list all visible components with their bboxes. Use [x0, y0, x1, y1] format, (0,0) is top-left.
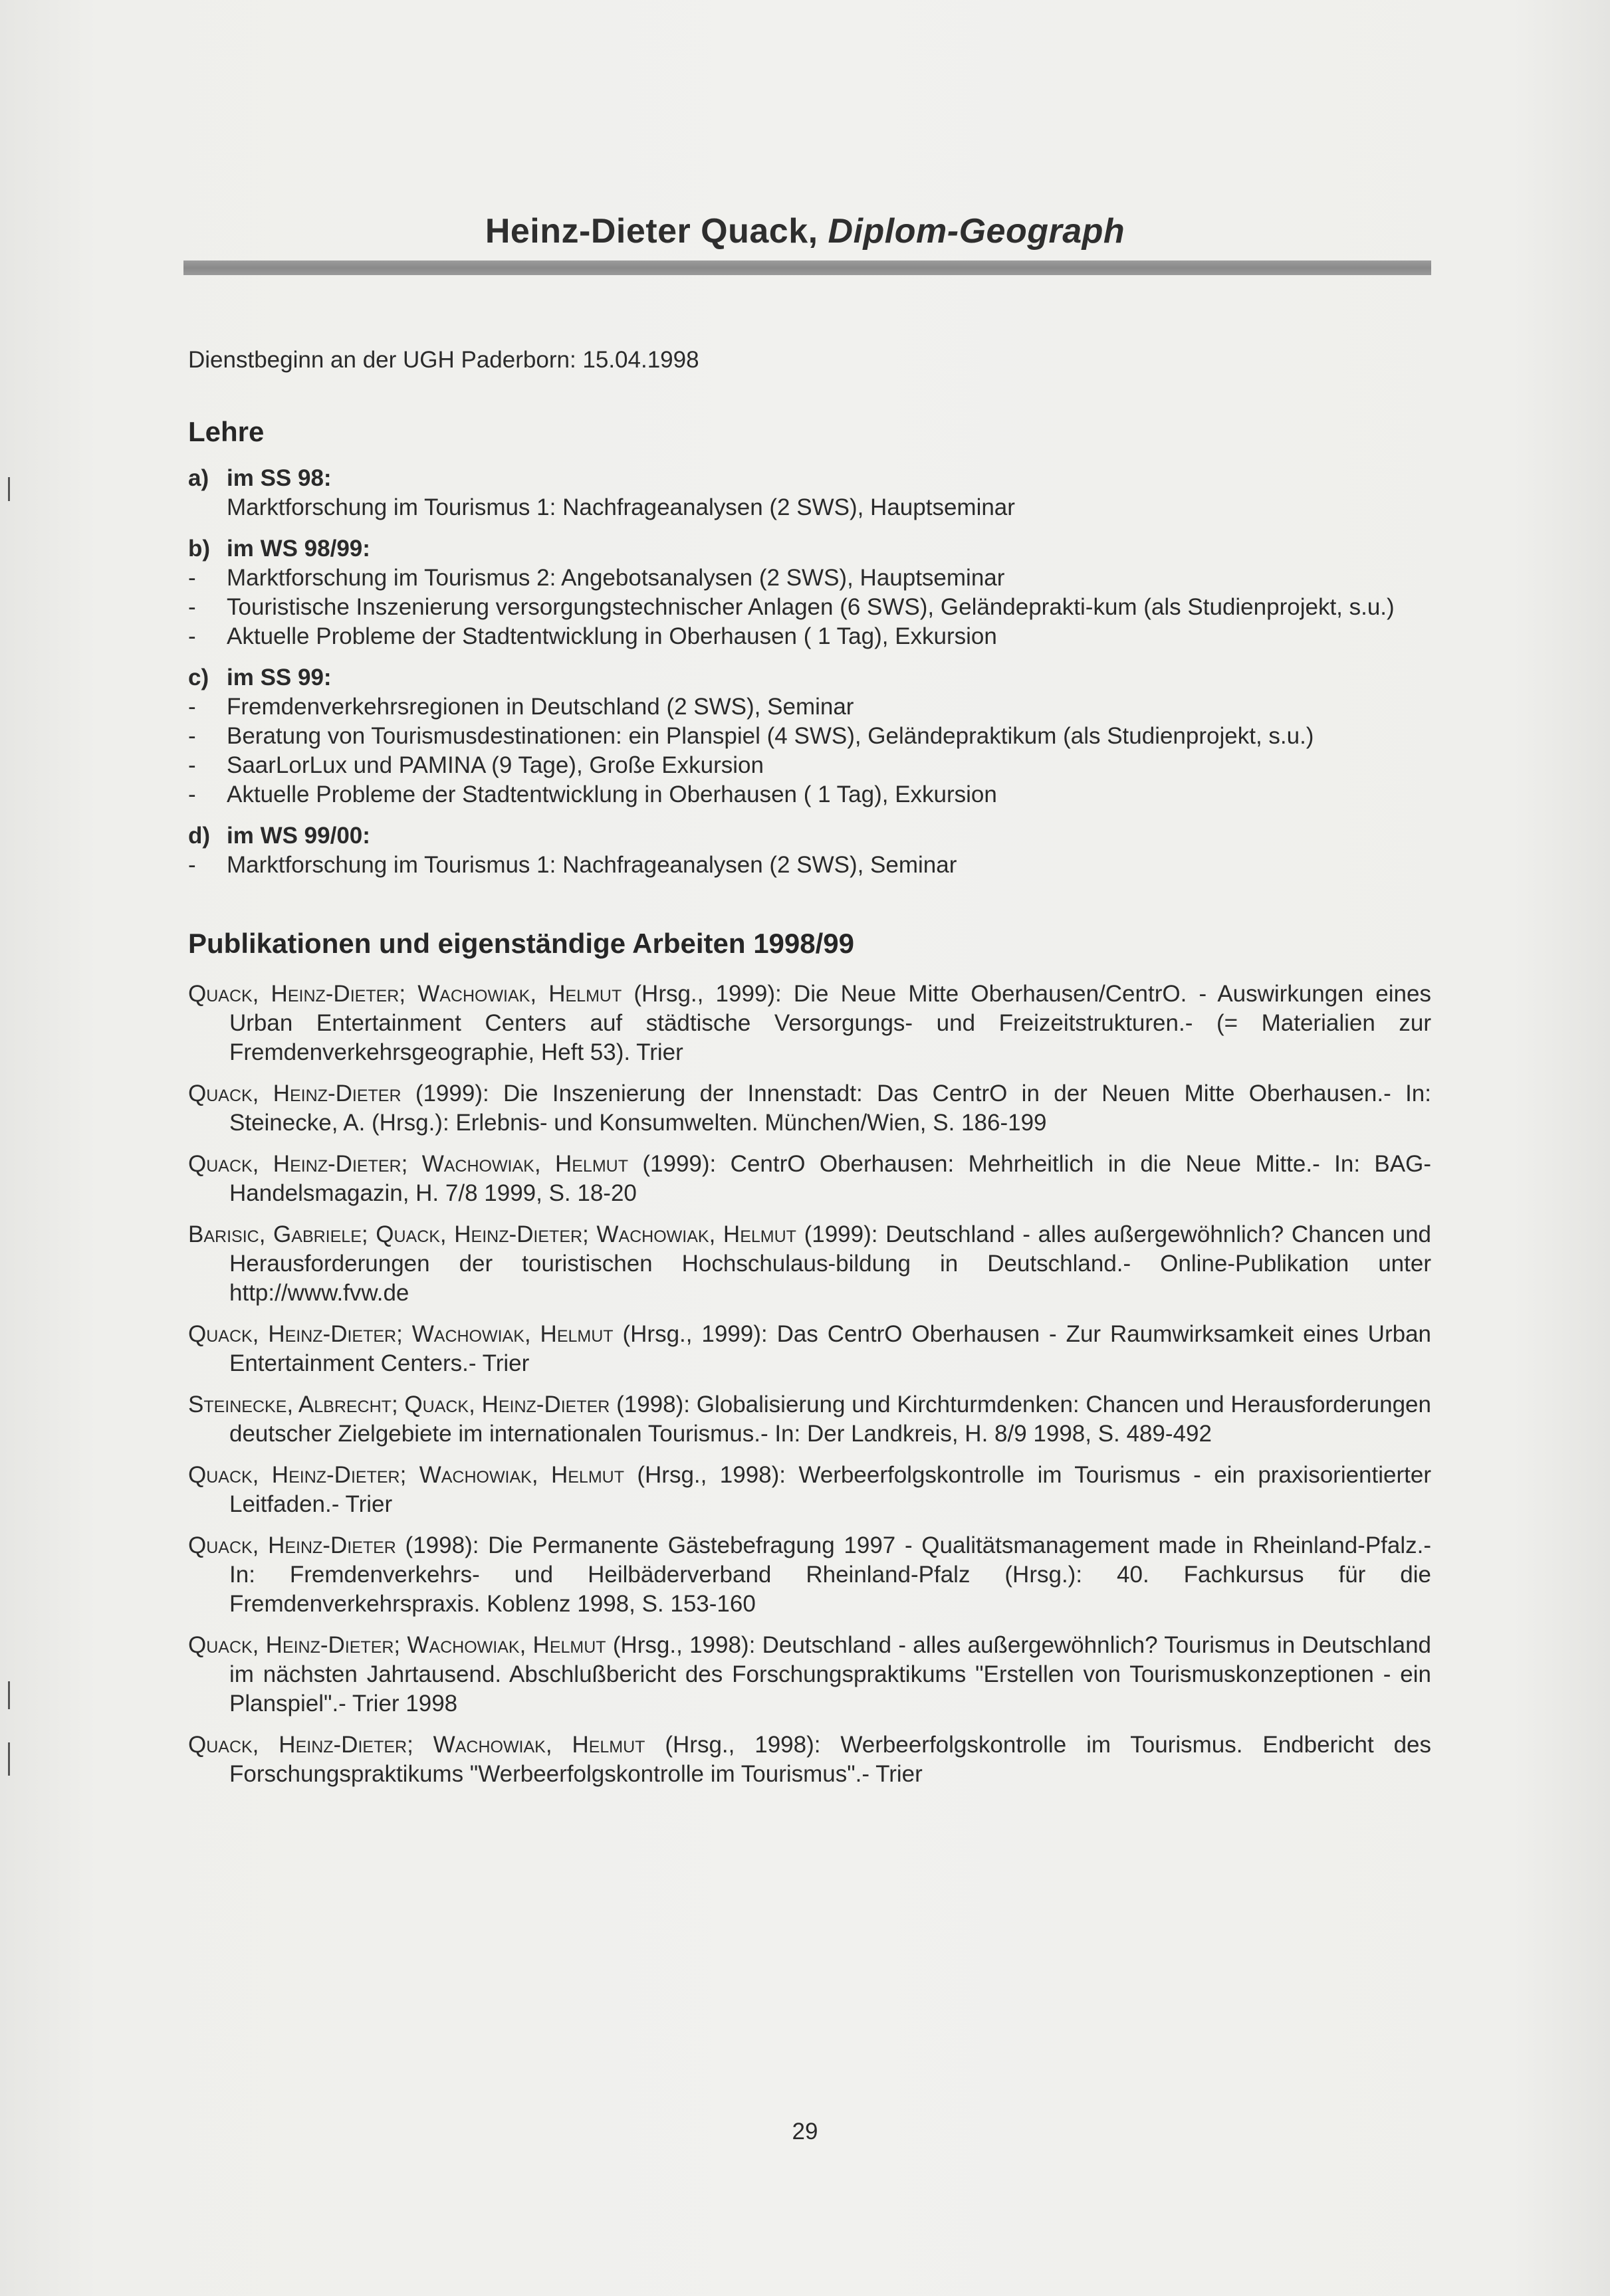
- publication-list: [188, 980, 1431, 1789]
- course-text: Marktforschung im Tourismus 1: Nachfrageanalysen (2 SWS), Hauptseminar: [227, 494, 1015, 520]
- lehre-term: [188, 534, 1431, 651]
- term-letter: b): [188, 536, 211, 562]
- page-title: [0, 211, 1610, 251]
- publication-entry: [188, 1631, 1431, 1719]
- page-number: 29: [792, 2119, 818, 2144]
- course-text: Aktuelle Probleme der Stadtentwicklung in Oberhausen ( 1 Tag), Exkursion: [227, 623, 997, 649]
- publication-entry: [188, 1320, 1431, 1378]
- course-text: Marktforschung im Tourismus 1: Nachfrageanalysen (2 SWS), Seminar: [227, 852, 957, 878]
- publication-authors: Quack, Heinz-Dieter; Wachowiak, Helmut: [188, 1732, 645, 1758]
- term-letter: a): [188, 465, 209, 491]
- lehre-term: [188, 821, 1431, 880]
- course-item: [188, 493, 1431, 522]
- course-item: [188, 851, 1431, 880]
- term-label: im WS 99/00:: [227, 823, 370, 849]
- term-label: im SS 99:: [227, 665, 332, 690]
- author-role: Diplom-Geograph: [828, 212, 1125, 251]
- publication-details: (1998): Globalisierung und Kirchturmdenken: Chancen und Herausforderungen deutscher Zielgebiete im internationalen Tourismus.- In: Der Landkreis, H. 8/9 1998, S. 489-492: [229, 1392, 1431, 1447]
- list-dash: -: [188, 565, 196, 591]
- publication-entry: [188, 1730, 1431, 1789]
- publication-authors: Quack, Heinz-Dieter; Wachowiak, Helmut: [188, 1462, 624, 1488]
- term-label: im SS 98:: [227, 465, 332, 491]
- term-heading: [188, 821, 1431, 851]
- publication-entry: [188, 1531, 1431, 1619]
- publication-entry: [188, 1461, 1431, 1519]
- publication-details: (1998): Die Permanente Gästebefragung 1997 - Qualitätsmanagement made in Rheinland-Pfalz.- In: Fremdenverkehrs- und Heilbäderverband Rheinland-Pfalz (Hrsg.): 40. Fachkursus für die Fremdenverkehrspraxis. Koblenz 1998, S. 153-160: [229, 1532, 1432, 1617]
- list-dash: -: [188, 852, 196, 878]
- author-name: Heinz-Dieter Quack,: [485, 212, 818, 251]
- course-text: SaarLorLux und PAMINA (9 Tage), Große Exkursion: [227, 752, 764, 778]
- publication-entry: [188, 1220, 1431, 1308]
- scan-margin-mark: [8, 477, 10, 501]
- publication-authors: Quack, Heinz-Dieter; Wachowiak, Helmut: [188, 1632, 606, 1658]
- publication-details: (Hrsg., 1999): Das CentrO Oberhausen - Zur Raumwirksamkeit eines Urban Entertainment Centers.- Trier: [229, 1321, 1432, 1376]
- publication-authors: Quack, Heinz-Dieter: [188, 1081, 402, 1106]
- list-dash: -: [188, 694, 196, 720]
- publication-entry: [188, 1390, 1431, 1449]
- publication-authors: Quack, Heinz-Dieter; Wachowiak, Helmut: [188, 1321, 614, 1347]
- publication-details: (Hrsg., 1998): Werbeerfolgskontrolle im Tourismus - ein praxisorientierter Leitfaden.- Trier: [229, 1462, 1431, 1517]
- publication-authors: Steinecke, Albrecht; Quack, Heinz-Dieter: [188, 1392, 610, 1417]
- list-dash: -: [188, 594, 196, 620]
- course-text: Aktuelle Probleme der Stadtentwicklung in Oberhausen ( 1 Tag), Exkursion: [227, 782, 997, 807]
- lehre-terms: [188, 464, 1431, 880]
- publication-entry: [188, 1079, 1431, 1138]
- page-content: [188, 346, 1431, 1789]
- term-heading: [188, 464, 1431, 493]
- publication-details: (Hrsg., 1998): Deutschland - alles außergewöhnlich? Tourismus in Deutschland im nächsten Jahrtausend. Abschlußbericht des Forschungspraktikums "Erstellen von Tourismuskonzeptionen - ein Planspiel".- Trier 1998: [229, 1632, 1431, 1717]
- course-item: [188, 564, 1431, 593]
- list-dash: -: [188, 752, 196, 778]
- lehre-term: [188, 464, 1431, 522]
- term-heading: [188, 663, 1431, 692]
- course-text: Beratung von Tourismusdestinationen: ein Planspiel (4 SWS), Geländepraktikum (als Studienprojekt, s.u.): [227, 723, 1314, 749]
- publications-heading: Publikationen und eigenständige Arbeiten 1998/99: [188, 928, 855, 959]
- publication-entry: [188, 980, 1431, 1067]
- term-label: im WS 98/99:: [227, 536, 370, 562]
- publication-details: (Hrsg., 1999): Die Neue Mitte Oberhausen/CentrO. - Auswirkungen eines Urban Entertainment Centers auf städtische Versorgungs- und Freizeitstrukturen.- (= Materialien zur Fremdenverkehrsgeographie, Heft 53). Trier: [229, 981, 1431, 1065]
- list-dash: [188, 493, 227, 522]
- publication-entry: [188, 1150, 1431, 1208]
- publication-details: (1999): CentrO Oberhausen: Mehrheitlich in die Neue Mitte.- In: BAG-Handelsmagazin, H. 7/8 1999, S. 18-20: [229, 1151, 1432, 1206]
- course-item: [188, 751, 1431, 780]
- list-dash: -: [188, 782, 196, 807]
- term-letter: c): [188, 665, 209, 690]
- title-rule: [183, 261, 1431, 275]
- publication-authors: Quack, Heinz-Dieter; Wachowiak, Helmut: [188, 981, 622, 1007]
- list-dash: -: [188, 723, 196, 749]
- course-text: Touristische Inszenierung versorgungstechnischer Anlagen (6 SWS), Geländeprakti-kum (als Studienprojekt, s.u.): [227, 594, 1395, 620]
- course-item: [188, 722, 1431, 751]
- start-date-line: Dienstbeginn an der UGH Paderborn: 15.04.1998: [188, 347, 699, 373]
- scan-margin-mark: [8, 1742, 10, 1776]
- course-item: [188, 780, 1431, 809]
- scan-margin-mark: [8, 1681, 10, 1709]
- course-text: Marktforschung im Tourismus 2: Angebotsanalysen (2 SWS), Hauptseminar: [227, 565, 1005, 591]
- publication-authors: Quack, Heinz-Dieter; Wachowiak, Helmut: [188, 1151, 628, 1177]
- course-item: [188, 622, 1431, 651]
- publication-authors: Barisic, Gabriele; Quack, Heinz-Dieter; Wachowiak, Helmut: [188, 1221, 796, 1247]
- term-heading: [188, 534, 1431, 564]
- course-item: [188, 593, 1431, 622]
- publication-authors: Quack, Heinz-Dieter: [188, 1532, 396, 1558]
- lehre-heading: Lehre: [188, 416, 265, 447]
- publication-details: (1999): Deutschland - alles außergewöhnlich? Chancen und Herausforderungen der touristischen Hochschulaus-bildung in Deutschland.- Online-Publikation unter http://www.fvw.de: [229, 1221, 1431, 1306]
- term-letter: d): [188, 823, 211, 849]
- list-dash: -: [188, 623, 196, 649]
- course-text: Fremdenverkehrsregionen in Deutschland (2 SWS), Seminar: [227, 694, 854, 720]
- course-item: [188, 692, 1431, 722]
- lehre-term: [188, 663, 1431, 809]
- publication-details: (1999): Die Inszenierung der Innenstadt: Das CentrO in der Neuen Mitte Oberhausen.- In: Steinecke, A. (Hrsg.): Erlebnis- und Konsumwelten. München/Wien, S. 186-199: [229, 1081, 1431, 1136]
- publication-details: (Hrsg., 1998): Werbeerfolgskontrolle im Tourismus. Endbericht des Forschungspraktikums "Werbeerfolgskontrolle im Tourismus".- Trier: [229, 1732, 1431, 1787]
